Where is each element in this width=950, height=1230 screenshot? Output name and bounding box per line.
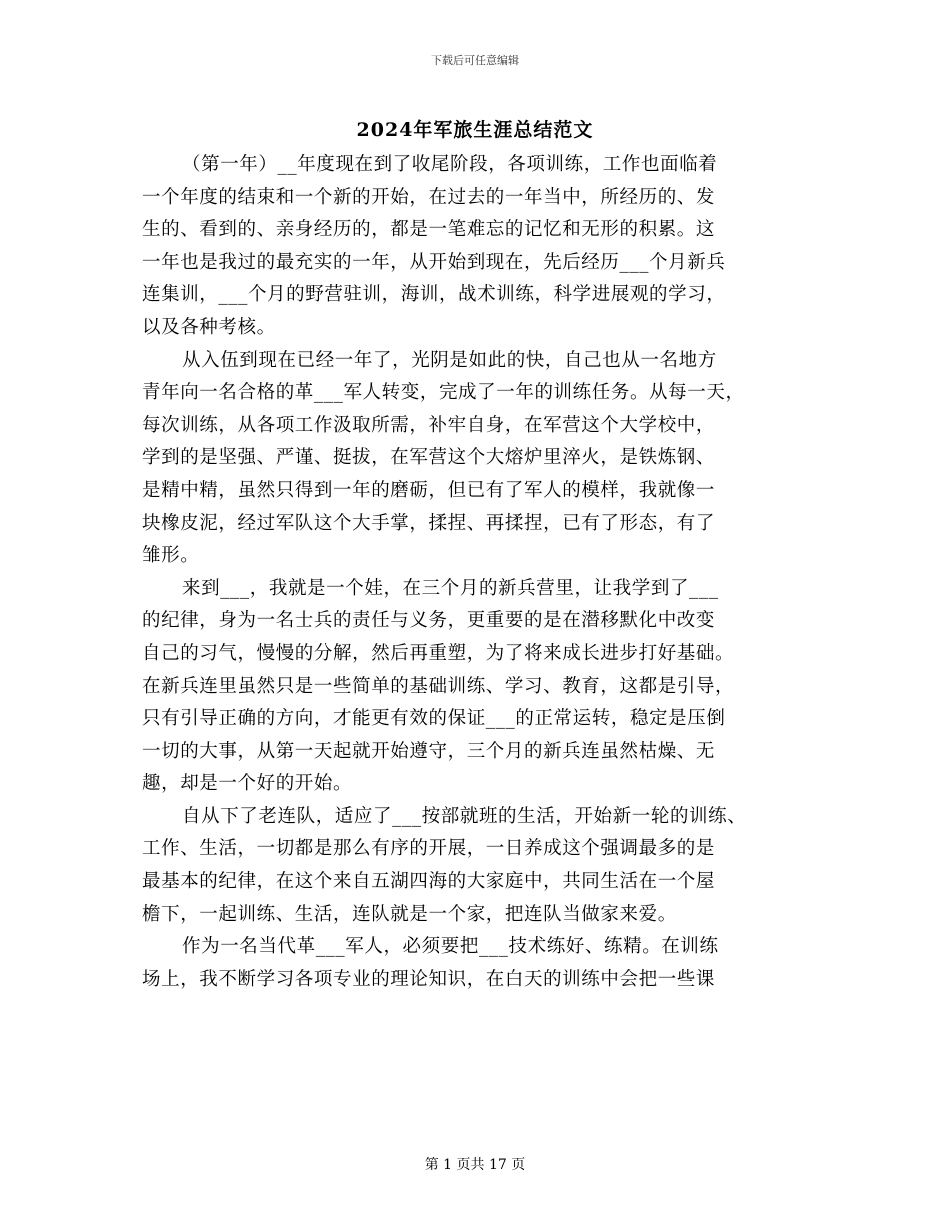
paragraph-line: 自从下了老连队，适应了___按部就班的生活，开始新一轮的训练、 <box>182 805 747 827</box>
paragraph-line: 在新兵连里虽然只是一些简单的基础训练、学习、教育，这都是引导， <box>142 675 735 697</box>
paragraph-line: 每次训练，从各项工作汲取所需，补牢自身，在军营这个大学校中， <box>142 414 716 436</box>
paragraph-line: 的纪律，身为一名士兵的责任与义务，更重要的是在潜移默化中改变 <box>142 610 716 632</box>
paragraph-line: 一个年度的结束和一个新的开始，在过去的一年当中，所经历的、发 <box>142 186 716 208</box>
paragraph-line: 生的、看到的、亲身经历的，都是一笔难忘的记忆和无形的积累。这 <box>142 219 716 241</box>
paragraph-line: 是精中精，虽然只得到一年的磨砺，但已有了军人的模样，我就像一 <box>142 479 716 501</box>
paragraph-line: 连集训，___个月的野营驻训，海训，战术训练，科学进展观的学习， <box>142 284 726 306</box>
document-body <box>142 149 832 996</box>
paragraph-line: 只有引导正确的方向，才能更有效的保证___的正常运转，稳定是压倒 <box>142 708 726 730</box>
paragraph-line: 来到___，我就是一个娃，在三个月的新兵营里，让我学到了___ <box>182 577 719 599</box>
paragraph-line: 青年向一名合格的革___军人转变，完成了一年的训练任务。从每一天， <box>142 382 745 404</box>
paragraph-line: （第一年）__年度现在到了收尾阶段，各项训练，工作也面临着 <box>182 154 718 175</box>
paragraph-line: 工作、生活，一切都是那么有序的开展，一日养成这个强调最多的是 <box>142 838 716 860</box>
paragraph-line: 场上，我不断学习各项专业的理论知识，在白天的训练中会把一些课 <box>142 968 716 990</box>
paragraph-line: 雏形。 <box>142 545 200 567</box>
page-number-footer: 第 1 页共 17 页 <box>424 1157 526 1173</box>
paragraph-line: 学到的是坚强、严谨、挺拔，在军营这个大熔炉里淬火，是铁炼钢、 <box>142 447 716 469</box>
paragraph-line: 以及各种考核。 <box>142 316 276 338</box>
paragraph-line: 一切的大事，从第一天起就开始遵守，三个月的新兵连虽然枯燥、无 <box>142 740 716 762</box>
paragraph-line: 自己的习气，慢慢的分解，然后再重塑，为了将来成长进步打好基础。 <box>142 642 735 664</box>
paragraph-line: 一年也是我过的最充实的一年，从开始到现在，先后经历___个月新兵 <box>142 251 726 273</box>
paragraph-line: 趣，却是一个好的开始。 <box>142 773 353 795</box>
header-note: 下载后可任意编辑 <box>431 54 519 67</box>
paragraph-line: 作为一名当代革___军人，必须要把___技术练好、练精。在训练 <box>182 936 719 958</box>
paragraph-line: 最基本的纪律，在这个来自五湖四海的大家庭中，共同生活在一个屋 <box>142 871 716 893</box>
paragraph-line: 从入伍到现在已经一年了，光阴是如此的快，自己也从一名地方 <box>182 349 717 371</box>
document-title: 2024年军旅生涯总结范文 <box>356 119 594 141</box>
paragraph-line: 檐下，一起训练、生活，连队就是一个家，把连队当做家来爱。 <box>142 903 677 925</box>
paragraph-line: 块橡皮泥，经过军队这个大手掌，揉捏、再揉捏，已有了形态，有了 <box>142 512 716 534</box>
